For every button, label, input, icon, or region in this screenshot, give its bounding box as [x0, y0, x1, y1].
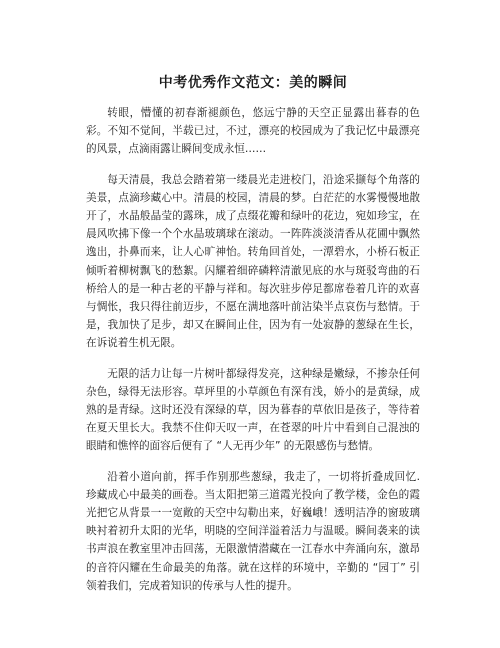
essay-title: 中考优秀作文范文：美的瞬间 — [158, 75, 348, 91]
paragraph-1: 转眼，懵懂的初春渐褪颜色，悠远宁静的天空正显露出暮春的色彩。不知不觉间，半载已过，不过，漂亮的校园成为了我记忆中最漂亮的风景，点滴雨露让瞬间变成永恒…… — [86, 107, 420, 156]
paragraph-2: 每天清晨，我总会踏着第一缕晨光走进校门，沿途采撷每个角落的美景，点滴珍藏心中。清晨的校园，清晨的梦。白茫茫的水雾慢慢地散开了，水晶般晶莹的露珠，成了点缀花瓣和绿叶的花边，宛如珍宝，在晨风吹拂下像一个个水晶玻璃球在滚动。一阵阵淡淡清香从花圃中飘然逸出，扑鼻而来，让人心旷神怡。转角回首处，一潭碧水，小桥石板正倾听着柳树飘飞的愁絮。闪耀着细碎磷粹清澈见底的水与斑驳弯曲的石桥给人的是一种古老的平静与祥和。每次驻步停足都席卷着几许的欢喜与惆怅，我只得往前迈步，不愿在满地落叶前沾染半点哀伤与愁情。于是，我加快了足步，却又在瞬间止住，因为有一处寂静的葱绿在生长，在诉说着生机无限。 — [86, 173, 420, 350]
paragraph-4: 沿着小道向前，挥手作别那些葱绿，我走了，一切将折叠成回忆. 珍藏成心中最美的画卷。当太阳把第三道霞光投向了教学楼，金色的霞光把它从背景一一宽敞的天空中勾勒出来，好巍峨！透明洁净的窗玻璃映衬着初升太阳的光华，明晓的空间洋溢着活力与温暖。瞬间袭来的读书声浪在教室里冲击回荡，无限激情潜藏在一江春水中奔涌向东，激昂的音符闪耀在生命最美的角落。就在这样的环境中，辛勤的 “园丁” 引领着我们，完成着知识的传承与人性的提升。 — [86, 470, 420, 592]
paragraph-3: 无限的活力让每一片树叶都绿得发亮，这种绿是嫩绿，不掺杂任何杂色，绿得无法形容。草坪里的小草颜色有深有浅，娇小的是黄绿，成熟的是青绿。这时还没有深绿的草，因为暮春的草依旧是孩子，等待着在夏天里长大。我禁不住仰天叹一声，在苍翠的叶片中看到自己混浊的眼睛和憔悴的面容后便有了 “人无再少年” 的无限感伤与愁情。 — [86, 367, 420, 453]
